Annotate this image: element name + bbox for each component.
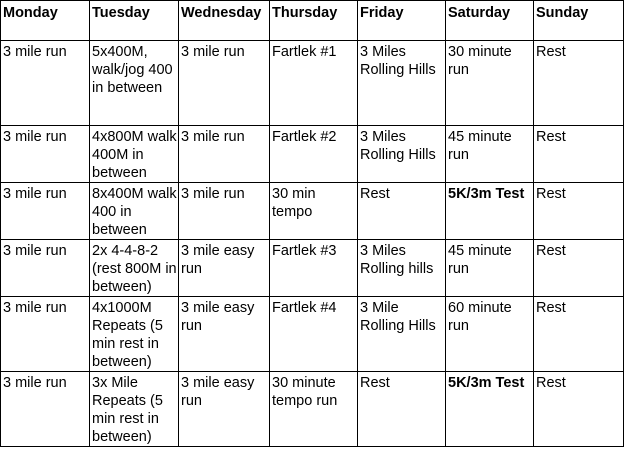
table-row [1,183,624,240]
header-row [1,1,624,41]
cell-friday: 3 Mile Rolling Hills [358,297,446,372]
header-saturday: Saturday [446,1,534,41]
cell-sunday: Rest [534,297,624,372]
header-sunday: Sunday [534,1,624,41]
cell-tuesday: 8x400M walk 400 in between [90,183,179,240]
cell-tuesday: 4x800M walk 400M in between [90,126,179,183]
table-row [1,41,624,126]
cell-saturday: 5K/3m Test [446,183,534,240]
cell-wednesday: 3 mile easy run [179,372,270,447]
cell-saturday: 60 minute run [446,297,534,372]
cell-thursday: Fartlek #2 [270,126,358,183]
cell-wednesday: 3 mile easy run [179,297,270,372]
table-row [1,240,624,297]
cell-wednesday: 3 mile easy run [179,240,270,297]
cell-tuesday: 5x400M, walk/jog 400 in between [90,41,179,126]
cell-sunday: Rest [534,41,624,126]
cell-thursday: 30 minute tempo run [270,372,358,447]
cell-friday: 3 Miles Rolling Hills [358,126,446,183]
cell-sunday: Rest [534,372,624,447]
header-tuesday: Tuesday [90,1,179,41]
cell-wednesday: 3 mile run [179,41,270,126]
table-row [1,297,624,372]
header-friday: Friday [358,1,446,41]
cell-monday: 3 mile run [1,126,90,183]
cell-monday: 3 mile run [1,240,90,297]
cell-thursday: Fartlek #1 [270,41,358,126]
cell-saturday: 45 minute run [446,126,534,183]
table-row [1,372,624,447]
cell-monday: 3 mile run [1,297,90,372]
cell-thursday: Fartlek #4 [270,297,358,372]
cell-tuesday: 2x 4-4-8-2 (rest 800M in between) [90,240,179,297]
cell-thursday: 30 min tempo [270,183,358,240]
cell-friday: 3 Miles Rolling Hills [358,41,446,126]
cell-saturday: 30 minute run [446,41,534,126]
header-wednesday: Wednesday [179,1,270,41]
cell-sunday: Rest [534,240,624,297]
cell-tuesday: 3x Mile Repeats (5 min rest in between) [90,372,179,447]
cell-friday: 3 Miles Rolling hills [358,240,446,297]
header-monday: Monday [1,1,90,41]
header-thursday: Thursday [270,1,358,41]
table-row [1,126,624,183]
cell-monday: 3 mile run [1,183,90,240]
cell-saturday: 45 minute run [446,240,534,297]
cell-monday: 3 mile run [1,41,90,126]
cell-friday: Rest [358,372,446,447]
cell-wednesday: 3 mile run [179,183,270,240]
cell-monday: 3 mile run [1,372,90,447]
cell-sunday: Rest [534,183,624,240]
cell-friday: Rest [358,183,446,240]
cell-thursday: Fartlek #3 [270,240,358,297]
cell-saturday: 5K/3m Test [446,372,534,447]
cell-wednesday: 3 mile run [179,126,270,183]
cell-tuesday: 4x1000M Repeats (5 min rest in between) [90,297,179,372]
cell-sunday: Rest [534,126,624,183]
